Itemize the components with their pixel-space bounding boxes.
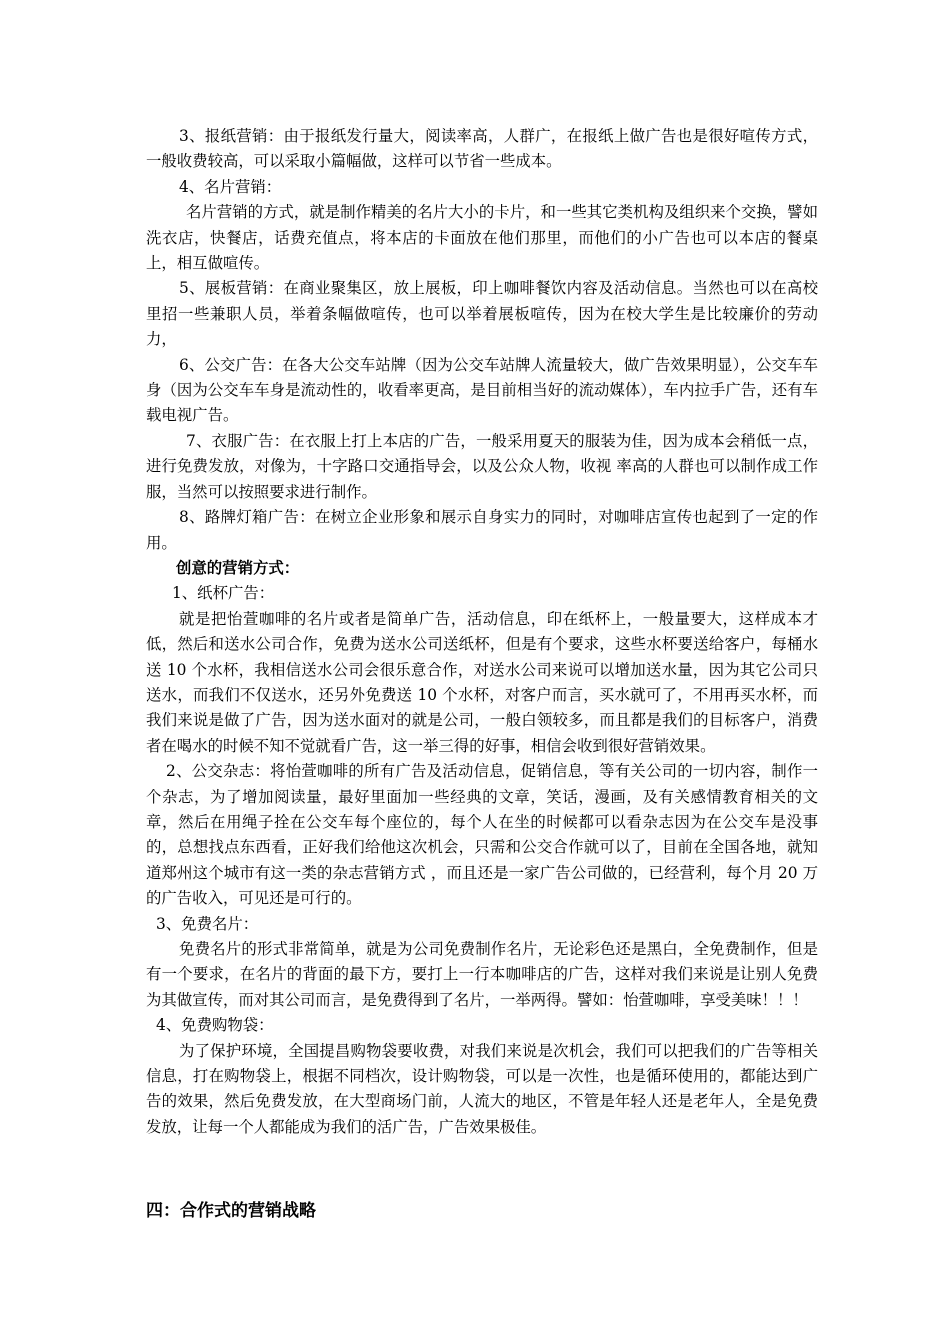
paragraph-paper-cup-body: 就是把怡萱咖啡的名片或者是简单广告，活动信息，印在纸杯上，一般量要大，这样成本才低，然后和送水公司合作，免费为送水公司送纸杯，但是有个要求，这些水杯要送给客户，每桶水送 10 个水杯，我相信送水公司会很乐意合作，对送水公司来说可以增加送水量，因为其它公司只送水，而我们不仅送水，还另外免费送 10 个水杯，对客户而言，买水就可了，不用再买水杯，而我们来说是做了广告，因为送水面对的就是公司，一般白领较多，而且都是我们的目标客户，消费者在喝水的时候不知不觉就看广告，这一举三得的好事，相信会收到很好营销效果。 [146,609,818,755]
document-body [146,124,818,1140]
paragraph-free-bag-body: 为了保护环境，全国提昌购物袋要收费，对我们来说是次机会，我们可以把我们的广告等相关信息，打在购物袋上，根据不同档次，设计购物袋，可以是一次性，也是循环使用的，都能达到广告的效果，然后免费发放，在大型商场门前，人流大的地区，不管是年轻人还是老年人，全是免费发放，让每一个人都能成为我们的活广告，广告效果极佳。 [146,1041,818,1136]
paragraph-free-card-heading: 3、免费名片： [156,914,259,933]
subheading-creative-marketing: 创意的营销方式： [176,558,300,577]
paragraph-bus-advertising: 6、公交广告：在各大公交车站牌（因为公交车站牌人流量较大，做广告效果明显），公交车车身（因为公交车车身是流动性的，收看率更高，是目前相当好的流动媒体），车内拉手广告，还有车载电视广告。 [146,355,818,425]
paragraph-bus-magazine: 2、公交杂志：将怡萱咖啡的所有广告及活动信息，促销信息，等有关公司的一切内容，制作一个杂志，为了增加阅读量，最好里面加一些经典的文章，笑话，漫画，及有关感情教育相关的文章，然后在用绳子拴在公交车每个座位的，每个人在坐的时候都可以看杂志因为在公交车是没事的，总想找点东西看，正好我们给他这次机会，只需和公交合作就可以了，目前在全国各地，就知道郑州这个城市有这一类的杂志营销方式 ，而且还是一家广告公司做的，已经营利，每个月 20 万的广告收入，可见还是可行的。 [146,762,818,908]
paragraph-business-card-heading: 4、名片营销： [179,177,282,196]
paragraph-billboard-lightbox: 8、路牌灯箱广告：在树立企业形象和展示自身实力的同时，对咖啡店宣传也起到了一定的作用。 [146,508,818,552]
paragraph-business-card-body: 名片营销的方式，就是制作精美的名片大小的卡片，和一些其它类机构及组织来个交换，譬如洗衣店，快餐店，话费充值点，将本店的卡面放在他们那里，而他们的小广告也可以本店的餐桌上，相互做喧传。 [146,203,818,273]
paragraph-free-bag-heading: 4、免费购物袋： [156,1016,274,1035]
section-heading-cooperative-marketing: 四：合作式的营销战略 [146,1201,316,1221]
paragraph-paper-cup-heading: 1、纸杯广告： [172,584,275,603]
paragraph-newspaper-marketing: 3、报纸营销：由于报纸发行量大，阅读率高，人群广，在报纸上做广告也是很好喧传方式，一般收费较高，可以采取小篇幅做，这样可以节省一些成本。 [146,127,818,171]
paragraph-display-board: 5、展板营销：在商业聚集区，放上展板，印上咖啡餐饮内容及活动信息。当然也可以在高校里招一些兼职人员，举着条幅做喧传，也可以举着展板喧传，因为在校大学生是比较廉价的劳动力， [146,279,818,349]
paragraph-clothing-advertising: 7、衣服广告：在衣服上打上本店的广告，一般采用夏天的服装为佳，因为成本会稍低一点，进行免费发放，对像为，十字路口交通指导会，以及公众人物，收视 率高的人群也可以制作成工作服，当然可以按照要求进行制作。 [146,431,818,501]
paragraph-free-card-body: 免费名片的形式非常简单，就是为公司免费制作名片，无论彩色还是黑白，全免费制作，但是有一个要求，在名片的背面的最下方，要打上一行本咖啡店的广告，这样对我们来说是让别人免费为其做宣传，而对其公司而言，是免费得到了名片，一举两得。譬如：怡萱咖啡，享受美味！！！ [146,940,818,1009]
